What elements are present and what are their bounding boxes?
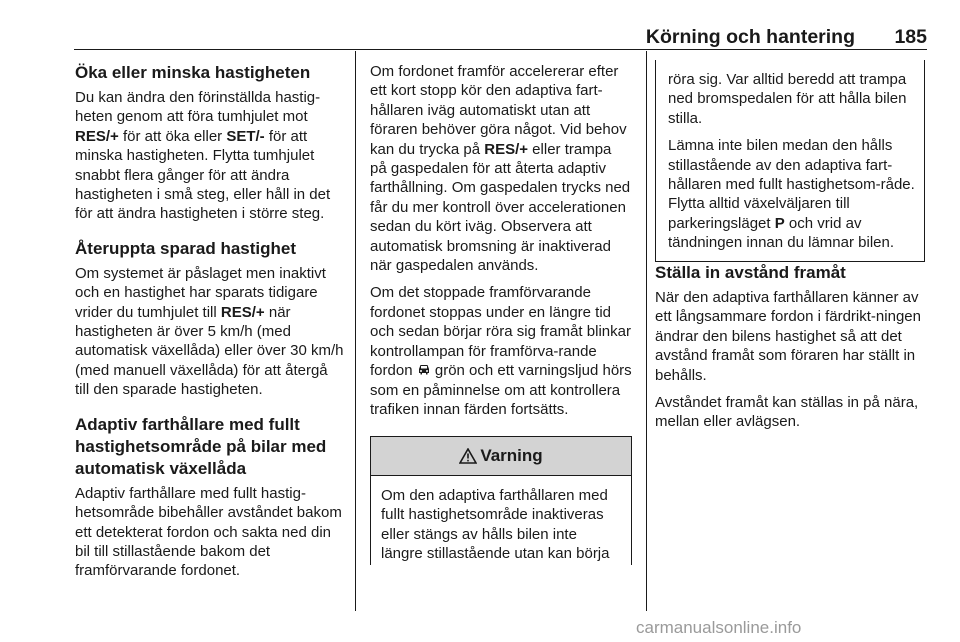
column-divider	[355, 51, 356, 611]
warning-header	[371, 437, 631, 476]
paragraph: Avståndet framåt kan ställas in på nära, mellan eller avlägsen.	[655, 394, 919, 431]
text: och vrid av tändningen innan du lämnar bilen.	[668, 214, 895, 252]
column-left	[75, 62, 345, 589]
paragraph	[75, 264, 345, 400]
section-heading: Ställa in avstånd framåt	[655, 263, 846, 282]
page-number: 185	[894, 26, 927, 48]
warning-text: Om den adaptiva farthållaren med fullt hastighetsområde inaktiveras eller stängs av hålls bilen inte längre stillastående utan kan börja	[381, 487, 610, 563]
section-heading: Återuppta sparad hastighet	[75, 238, 297, 258]
text: när hastigheten är över 5 km/h (med automatisk växellåda) eller över 30 km/h (med manuell växellåda) för att återgå till den sparade hastigheten.	[75, 303, 344, 399]
paragraph: Adaptiv farthållare med fullt hastig-hetsområde bibehåller avståndet bakom ett detekterat fordon och sakta ned din bil till stillastående bakom det framförvarande fordonet.	[75, 484, 342, 580]
warning-triangle-icon	[459, 448, 477, 464]
text: grön och ett varningsljud hörs som en påminnelse om att kontrollera trafiken innan färden fortsätts.	[370, 362, 632, 418]
warning-box-continued	[655, 60, 925, 262]
text: för att minska hastigheten. Flytta tumhjulet snabbt flera gånger för att ändra hastigheten i små steg, eller håll in det för att ändra hastigheten i större steg.	[75, 127, 331, 223]
text: eller trampa på gaspedalen för att återta adaptiv farthållning. Om gaspedalen trycks ned får du mer kontroll över accelerationen sedan du kört iväg. Observera att automatisk bromsning är inaktiverad när gaspedalen används.	[370, 140, 631, 275]
warning-title: Varning	[480, 446, 543, 465]
text: Om systemet är påslaget men inaktivt och en hastighet har sparats tidigare vrider du tumhjulet till	[75, 264, 326, 321]
vehicle-ahead-icon	[417, 363, 431, 375]
paragraph	[370, 283, 632, 419]
section-heading: Öka eller minska hastigheten	[75, 63, 311, 82]
paragraph: När den adaptiva farthållaren känner av ett långsammare fordon i färdrikt-ningen ändrar den bilens hastighet så att det avstånd framåt som föraren har ställt in behålls.	[655, 289, 921, 384]
control-label: P	[774, 214, 785, 232]
section-heading: Adaptiv farthållare med fullt hastighetsområde på bilar med automatisk växellåda	[75, 414, 327, 478]
paragraph: röra sig. Var alltid beredd att trampa ned bromspedalen för att hålla bilen stilla.	[668, 71, 907, 127]
chapter-title: Körning och hantering	[645, 26, 855, 48]
text: för att öka eller	[118, 127, 227, 145]
column-right	[655, 262, 927, 440]
text: Om fordonet framför accelererar efter ett kort stopp kör den adaptiva fart-hållaren iväg automatiskt utan att föraren behöver göra något. Vid behov kan du trycka på	[370, 63, 627, 158]
header-rule	[74, 49, 927, 50]
control-label: RES/+	[75, 127, 119, 145]
text: Om det stoppade framförvarande fordonet stoppas under en längre tid och sedan börjar röra sig framåt blinkar kontrollampan för framförva-rande fordon	[370, 284, 631, 380]
page-header	[74, 24, 927, 48]
column-divider	[646, 51, 647, 611]
text: Du kan ändra den förinställda hastig-heten genom att föra tumhjulet mot	[75, 89, 321, 126]
warning-box	[370, 436, 632, 565]
control-label: SET/-	[226, 127, 265, 145]
control-label: RES/+	[220, 303, 265, 321]
watermark: carmanualsonline.info	[636, 618, 802, 637]
column-middle	[370, 62, 632, 427]
paragraph	[668, 136, 916, 252]
paragraph	[370, 62, 632, 275]
paragraph	[75, 88, 345, 224]
text: Lämna inte bilen medan den hålls stillastående av den adaptiva fart-hållaren med fullt hastighetsom-råde. Flytta alltid växelväljaren till parkeringsläget	[668, 137, 915, 232]
control-label: RES/+	[484, 140, 529, 158]
